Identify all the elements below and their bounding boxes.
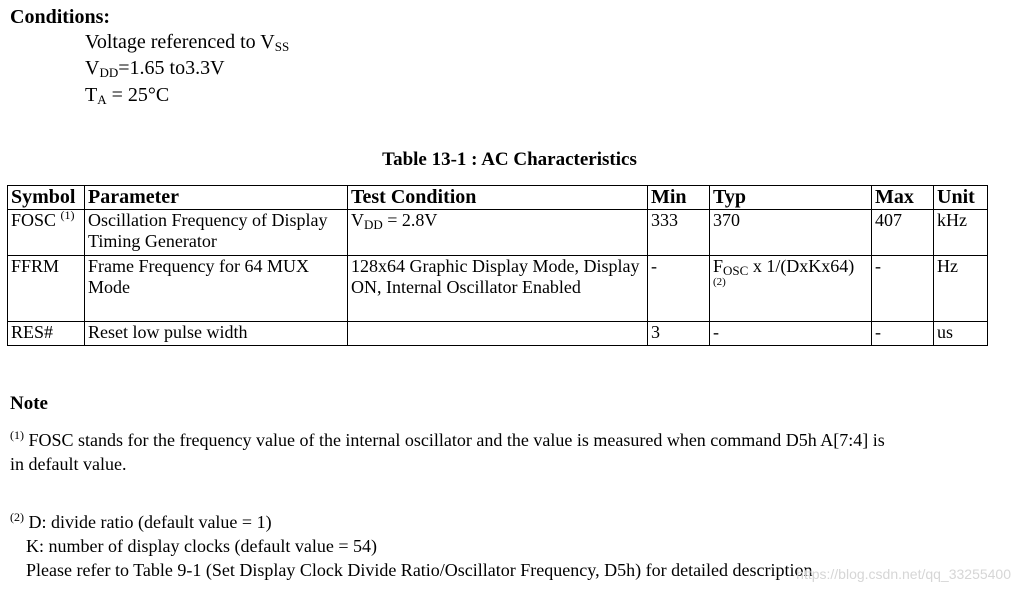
typ-formula-text: x 1/(DxKx64) <box>748 256 855 276</box>
cell-typ: 370 <box>710 210 872 256</box>
table-row <box>8 322 988 346</box>
note-ref-1: (1) <box>60 208 75 222</box>
cell-parameter: Reset low pulse width <box>85 322 348 346</box>
cell-typ <box>710 256 872 322</box>
test-subscript: DD <box>364 217 383 232</box>
cell-unit: Hz <box>934 256 988 322</box>
vdd-range-text: =1.65 to3.3V <box>118 57 225 79</box>
vss-subscript: SS <box>274 39 290 54</box>
cell-test-condition <box>348 210 648 256</box>
typ-formula <box>713 256 868 277</box>
note-1-line-1 <box>10 428 885 452</box>
note-2-marker: (2) <box>10 510 24 524</box>
table-header-row <box>8 186 988 210</box>
test-value: = 2.8V <box>382 210 438 230</box>
voltage-reference-line <box>85 31 289 54</box>
cell-typ: - <box>710 322 872 346</box>
temperature-text: = 25°C <box>106 84 170 106</box>
symbol-ffrm: FFRM <box>11 256 60 276</box>
watermark: https://blog.csdn.net/qq_33255400 <box>796 566 1011 582</box>
cell-max: - <box>872 256 934 322</box>
voltage-reference-text: Voltage referenced to V <box>85 31 275 53</box>
vdd-range-line <box>85 57 225 80</box>
note-1-line-2: in default value. <box>10 454 127 474</box>
cell-max: - <box>872 322 934 346</box>
test-prefix: V <box>351 210 364 230</box>
note-2 <box>10 510 813 582</box>
cell-symbol <box>8 210 85 256</box>
cell-symbol: RES# <box>8 322 85 346</box>
header-symbol: Symbol <box>8 186 85 210</box>
typ-prefix: F <box>713 256 724 276</box>
vdd-subscript: DD <box>99 65 119 80</box>
header-unit: Unit <box>934 186 988 210</box>
note-1 <box>10 428 885 476</box>
ta-prefix: T <box>85 84 98 106</box>
note-2-line-3: Please refer to Table 9-1 (Set Display Clock Divide Ratio/Oscillator Frequency, D5h) for detailed description <box>26 560 813 580</box>
cell-test-condition: 128x64 Graphic Display Mode, Display ON, Internal Oscillator Enabled <box>348 256 648 322</box>
ac-characteristics-table <box>7 185 988 346</box>
header-parameter: Parameter <box>85 186 348 210</box>
header-min: Min <box>648 186 710 210</box>
note-1-symbol: FOSC <box>28 430 74 450</box>
vdd-prefix: V <box>85 57 100 79</box>
note-heading: Note <box>10 393 48 414</box>
table-row <box>8 210 988 256</box>
temperature-line <box>85 84 169 107</box>
note-1-marker: (1) <box>10 428 24 442</box>
note-2-line-2: K: number of display clocks (default value = 54) <box>26 536 378 556</box>
symbol-fosc: FOSC <box>11 210 57 230</box>
conditions-heading: Conditions: <box>10 6 111 28</box>
cell-symbol <box>8 256 85 322</box>
cell-unit: us <box>934 322 988 346</box>
cell-test-condition <box>348 322 648 346</box>
header-typ: Typ <box>710 186 872 210</box>
cell-parameter: Oscillation Frequency of Display Timing Generator <box>85 210 348 256</box>
cell-unit: kHz <box>934 210 988 256</box>
typ-subscript: OSC <box>723 263 749 278</box>
cell-min: - <box>648 256 710 322</box>
note-1-text: stands for the frequency value of the internal oscillator and the value is measured when command D5h A[7:4] is <box>73 430 885 450</box>
cell-parameter: Frame Frequency for 64 MUX Mode <box>85 256 348 322</box>
ta-subscript: A <box>97 92 107 107</box>
note-2-line-1 <box>10 510 813 534</box>
table-caption: Table 13-1 : AC Characteristics <box>382 149 637 170</box>
note-2-text: D: divide ratio (default value = 1) <box>24 512 272 532</box>
table-row <box>8 256 988 322</box>
note-ref-2: (2) <box>713 276 726 288</box>
header-test-condition: Test Condition <box>348 186 648 210</box>
cell-min: 333 <box>648 210 710 256</box>
header-max: Max <box>872 186 934 210</box>
cell-min: 3 <box>648 322 710 346</box>
cell-max: 407 <box>872 210 934 256</box>
